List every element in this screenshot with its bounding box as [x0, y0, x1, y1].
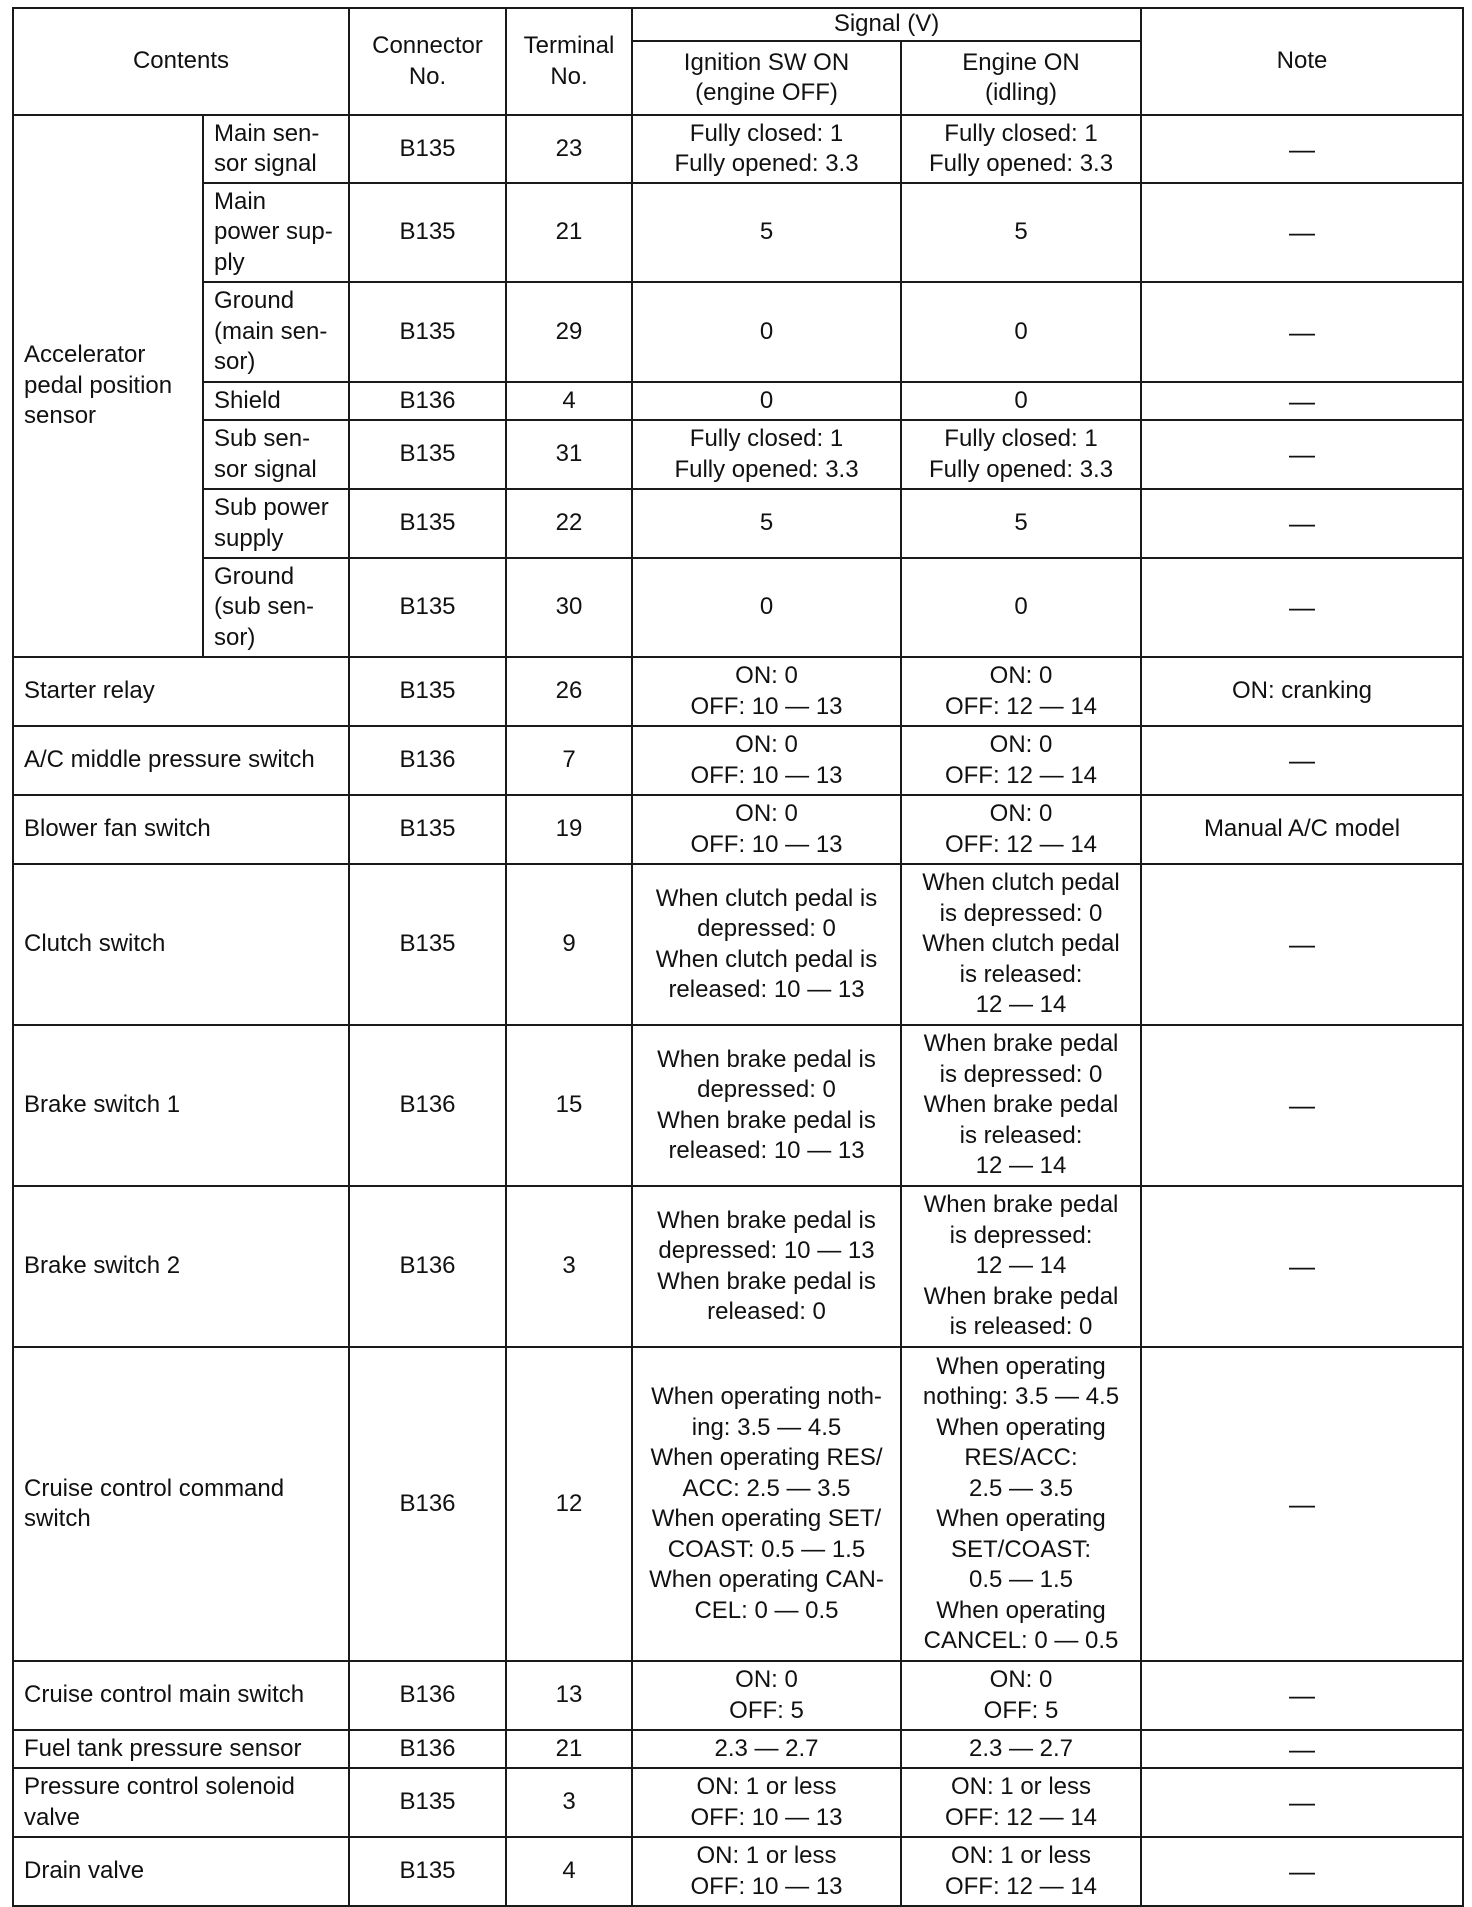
table-row	[13, 1837, 1463, 1906]
table-row	[13, 1347, 1463, 1661]
row-connector: B135	[349, 489, 506, 558]
row-contents: Cruise control main switch	[13, 1661, 349, 1730]
row-terminal: 21	[506, 183, 632, 282]
row-contents: Brake switch 2	[13, 1186, 349, 1347]
row-note: —	[1141, 1186, 1463, 1347]
row-signal-engine: 0	[901, 282, 1141, 382]
table-row	[13, 282, 1463, 382]
row-signal-ignition: When brake pedal is depressed: 10 — 13 When brake pedal is released: 0	[632, 1186, 901, 1347]
row-signal-ignition: 0	[632, 282, 901, 382]
row-signal-ignition: ON: 0 OFF: 5	[632, 1661, 901, 1730]
row-terminal: 23	[506, 115, 632, 183]
row-contents: A/C middle pressure switch	[13, 726, 349, 795]
row-signal-engine: Fully closed: 1 Fully opened: 3.3	[901, 420, 1141, 489]
row-signal-engine: When clutch pedal is depressed: 0 When clutch pedal is released: 12 — 14	[901, 864, 1141, 1025]
row-signal-ignition: ON: 1 or less OFF: 10 — 13	[632, 1768, 901, 1837]
header-engine-on: Engine ON (idling)	[901, 41, 1141, 115]
row-signal-engine: 5	[901, 489, 1141, 558]
row-signal-engine: ON: 0 OFF: 5	[901, 1661, 1141, 1730]
row-contents-sub: Main power sup- ply	[203, 183, 349, 282]
row-signal-ignition: When operating noth- ing: 3.5 — 4.5 When operating RES/ ACC: 2.5 — 3.5 When operating SET/ COAST: 0.5 — 1.5 When operating CAN- CEL: 0 — 0.5	[632, 1347, 901, 1661]
row-signal-ignition: ON: 0 OFF: 10 — 13	[632, 657, 901, 726]
table-row	[13, 726, 1463, 795]
header-contents: Contents	[13, 8, 349, 115]
row-terminal: 12	[506, 1347, 632, 1661]
row-signal-ignition: Fully closed: 1 Fully opened: 3.3	[632, 115, 901, 183]
row-connector: B135	[349, 1837, 506, 1906]
row-contents-sub: Shield	[203, 382, 349, 420]
row-contents-sub: Main sen- sor signal	[203, 115, 349, 183]
row-signal-ignition: When clutch pedal is depressed: 0 When clutch pedal is released: 10 — 13	[632, 864, 901, 1025]
row-signal-engine: ON: 1 or less OFF: 12 — 14	[901, 1768, 1141, 1837]
row-terminal: 30	[506, 558, 632, 657]
row-terminal: 4	[506, 1837, 632, 1906]
row-signal-ignition: 5	[632, 489, 901, 558]
row-terminal: 15	[506, 1025, 632, 1186]
row-note: —	[1141, 489, 1463, 558]
row-note: —	[1141, 115, 1463, 183]
row-signal-ignition: 0	[632, 558, 901, 657]
table-row	[13, 657, 1463, 726]
row-connector: B135	[349, 282, 506, 382]
row-signal-engine: ON: 0 OFF: 12 — 14	[901, 657, 1141, 726]
row-note: —	[1141, 864, 1463, 1025]
row-terminal: 26	[506, 657, 632, 726]
table-row	[13, 183, 1463, 282]
row-connector: B136	[349, 1661, 506, 1730]
row-signal-engine: 5	[901, 183, 1141, 282]
row-terminal: 9	[506, 864, 632, 1025]
row-signal-ignition: 5	[632, 183, 901, 282]
row-signal-engine: ON: 1 or less OFF: 12 — 14	[901, 1837, 1141, 1906]
row-signal-engine: When brake pedal is depressed: 0 When brake pedal is released: 12 — 14	[901, 1025, 1141, 1186]
row-contents: Starter relay	[13, 657, 349, 726]
row-terminal: 21	[506, 1730, 632, 1768]
row-note: —	[1141, 382, 1463, 420]
row-connector: B136	[349, 726, 506, 795]
row-signal-engine: 0	[901, 558, 1141, 657]
row-terminal: 31	[506, 420, 632, 489]
row-connector: B136	[349, 1025, 506, 1186]
row-connector: B136	[349, 1347, 506, 1661]
row-note: Manual A/C model	[1141, 795, 1463, 864]
row-contents: Cruise control command switch	[13, 1347, 349, 1661]
row-signal-ignition: ON: 0 OFF: 10 — 13	[632, 726, 901, 795]
table-row	[13, 558, 1463, 657]
row-contents-sub: Sub power supply	[203, 489, 349, 558]
row-contents-group: Accelerator pedal position sensor	[13, 115, 203, 657]
row-note: —	[1141, 1347, 1463, 1661]
row-note: ON: cranking	[1141, 657, 1463, 726]
row-contents: Clutch switch	[13, 864, 349, 1025]
row-note: —	[1141, 1661, 1463, 1730]
row-terminal: 22	[506, 489, 632, 558]
table-row	[13, 1768, 1463, 1837]
row-contents: Drain valve	[13, 1837, 349, 1906]
row-contents-sub: Sub sen- sor signal	[203, 420, 349, 489]
row-connector: B135	[349, 558, 506, 657]
row-note: —	[1141, 1025, 1463, 1186]
row-note: —	[1141, 726, 1463, 795]
row-signal-ignition: ON: 1 or less OFF: 10 — 13	[632, 1837, 901, 1906]
row-contents: Fuel tank pressure sensor	[13, 1730, 349, 1768]
row-terminal: 3	[506, 1186, 632, 1347]
row-note: —	[1141, 420, 1463, 489]
table-row	[13, 1730, 1463, 1768]
table-row	[13, 489, 1463, 558]
row-contents-sub: Ground (main sen- sor)	[203, 282, 349, 382]
row-signal-ignition: 0	[632, 382, 901, 420]
row-connector: B135	[349, 864, 506, 1025]
row-terminal: 13	[506, 1661, 632, 1730]
table-row	[13, 1186, 1463, 1347]
header-ignition-sw-on: Ignition SW ON (engine OFF)	[632, 41, 901, 115]
row-connector: B135	[349, 657, 506, 726]
header-signal: Signal (V)	[632, 8, 1141, 41]
row-signal-engine: ON: 0 OFF: 12 — 14	[901, 795, 1141, 864]
row-contents: Pressure control solenoid valve	[13, 1768, 349, 1837]
header-note: Note	[1141, 8, 1463, 115]
row-contents: Brake switch 1	[13, 1025, 349, 1186]
table-row	[13, 1661, 1463, 1730]
row-terminal: 19	[506, 795, 632, 864]
row-note: —	[1141, 1730, 1463, 1768]
row-note: —	[1141, 282, 1463, 382]
row-terminal: 4	[506, 382, 632, 420]
row-contents-sub: Ground (sub sen- sor)	[203, 558, 349, 657]
row-signal-engine: 0	[901, 382, 1141, 420]
row-note: —	[1141, 1837, 1463, 1906]
header-terminal: Terminal No.	[506, 8, 632, 115]
row-terminal: 29	[506, 282, 632, 382]
table-row	[13, 1025, 1463, 1186]
table-row	[13, 864, 1463, 1025]
row-connector: B136	[349, 1730, 506, 1768]
row-terminal: 7	[506, 726, 632, 795]
row-connector: B135	[349, 795, 506, 864]
row-signal-engine: When brake pedal is depressed: 12 — 14 When brake pedal is released: 0	[901, 1186, 1141, 1347]
header-connector: Connector No.	[349, 8, 506, 115]
row-connector: B135	[349, 183, 506, 282]
row-note: —	[1141, 1768, 1463, 1837]
table-row	[13, 115, 1463, 183]
row-signal-ignition: When brake pedal is depressed: 0 When brake pedal is released: 10 — 13	[632, 1025, 901, 1186]
table-row	[13, 795, 1463, 864]
row-signal-engine: Fully closed: 1 Fully opened: 3.3	[901, 115, 1141, 183]
row-connector: B136	[349, 382, 506, 420]
row-signal-engine: 2.3 — 2.7	[901, 1730, 1141, 1768]
row-connector: B135	[349, 115, 506, 183]
row-signal-engine: ON: 0 OFF: 12 — 14	[901, 726, 1141, 795]
row-terminal: 3	[506, 1768, 632, 1837]
row-signal-ignition: ON: 0 OFF: 10 — 13	[632, 795, 901, 864]
signal-table	[12, 7, 1464, 1907]
row-connector: B135	[349, 1768, 506, 1837]
table-row	[13, 382, 1463, 420]
row-signal-engine: When operating nothing: 3.5 — 4.5 When operating RES/ACC: 2.5 — 3.5 When operating SET/COAST: 0.5 — 1.5 When operating CANCEL: 0 — 0.5	[901, 1347, 1141, 1661]
row-note: —	[1141, 558, 1463, 657]
row-contents: Blower fan switch	[13, 795, 349, 864]
row-signal-ignition: Fully closed: 1 Fully opened: 3.3	[632, 420, 901, 489]
row-signal-ignition: 2.3 — 2.7	[632, 1730, 901, 1768]
row-connector: B136	[349, 1186, 506, 1347]
row-note: —	[1141, 183, 1463, 282]
row-connector: B135	[349, 420, 506, 489]
table-row	[13, 420, 1463, 489]
